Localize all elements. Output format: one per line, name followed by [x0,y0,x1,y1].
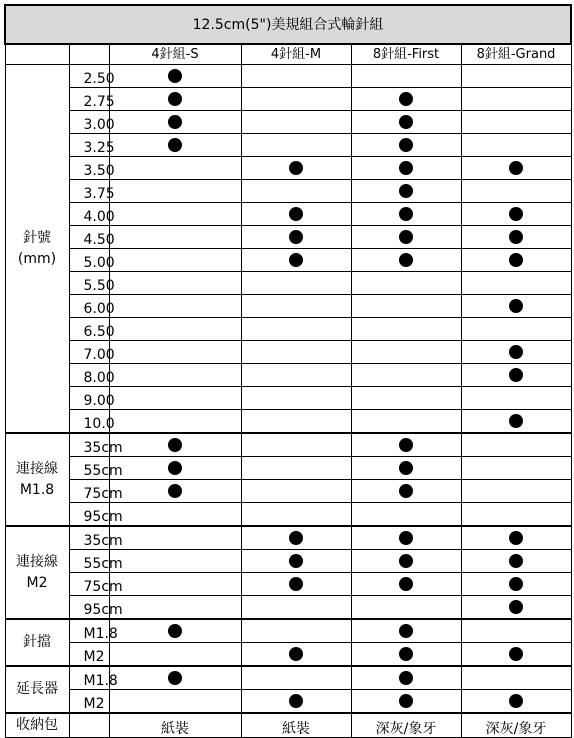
row-label: M1.8 [69,619,109,643]
mark-cell [109,364,241,387]
mark-cell [351,180,461,203]
table-row [5,249,571,272]
included-dot-icon [289,207,303,221]
included-dot-icon [399,694,413,708]
table-row [5,503,571,527]
mark-cell [461,666,571,690]
footer-label: 收納包 [5,713,69,738]
mark-cell [109,65,241,88]
included-dot-icon [399,531,413,545]
mark-cell [461,410,571,434]
mark-cell [351,88,461,111]
row-label: 3.25 [69,134,109,157]
included-dot-icon [399,577,413,591]
included-dot-icon [289,531,303,545]
mark-cell [109,295,241,318]
mark-cell [109,318,241,341]
mark-cell [241,65,351,88]
mark-cell [461,341,571,364]
mark-cell [241,690,351,714]
included-dot-icon [399,647,413,661]
mark-cell [241,226,351,249]
mark-cell [109,410,241,434]
included-dot-icon [168,624,182,638]
needle-set-table [4,4,572,738]
included-dot-icon [168,484,182,498]
mark-cell [351,387,461,410]
included-dot-icon [168,92,182,106]
mark-cell [241,88,351,111]
mark-cell [109,341,241,364]
group-label-line: M1.8 [19,481,55,498]
mark-cell [241,457,351,480]
row-label: 5.00 [69,249,109,272]
table-row [5,157,571,180]
mark-cell [351,318,461,341]
column-header-8grand: 8針組-Grand [461,44,571,65]
table-row [5,387,571,410]
group-label [5,666,69,713]
mark-cell [461,433,571,457]
table-row [5,341,571,364]
group-label [5,433,69,526]
mark-cell [241,410,351,434]
included-dot-icon [289,161,303,175]
mark-cell [109,203,241,226]
row-label: 10.0 [69,410,109,434]
column-header-4s: 4針組-S [109,44,241,65]
included-dot-icon [168,115,182,129]
included-dot-icon [399,554,413,568]
included-dot-icon [509,368,523,382]
included-dot-icon [399,461,413,475]
table-row [5,573,571,596]
mark-cell [241,666,351,690]
row-label: 55cm [69,550,109,573]
table-row [5,690,571,714]
included-dot-icon [399,161,413,175]
table-row [5,180,571,203]
mark-cell [461,387,571,410]
included-dot-icon [509,647,523,661]
table-row [5,111,571,134]
column-header-8first: 8針組-First [351,44,461,65]
included-dot-icon [399,624,413,638]
group-label-line: (mm) [17,250,57,267]
mark-cell [241,573,351,596]
included-dot-icon [289,694,303,708]
included-dot-icon [289,577,303,591]
mark-cell [351,249,461,272]
table-row [5,134,571,157]
mark-cell [109,157,241,180]
case-type-cell: 紙裝 [109,713,241,738]
included-dot-icon [168,461,182,475]
mark-cell [109,457,241,480]
mark-cell [241,341,351,364]
mark-cell [241,249,351,272]
row-label: 3.50 [69,157,109,180]
group-label-line: 連接線 [16,554,58,571]
mark-cell [241,203,351,226]
row-label: 55cm [69,457,109,480]
footer-blank [69,713,109,738]
mark-cell [461,480,571,503]
row-label: 2.75 [69,88,109,111]
mark-cell [351,643,461,667]
header-blank [5,44,69,65]
mark-cell [109,387,241,410]
row-label: 95cm [69,503,109,527]
included-dot-icon [509,230,523,244]
included-dot-icon [289,647,303,661]
mark-cell [351,550,461,573]
mark-cell [461,111,571,134]
mark-cell [109,503,241,527]
included-dot-icon [509,577,523,591]
mark-cell [109,643,241,667]
mark-cell [241,619,351,643]
table-title: 12.5cm(5")美規組合式輪針組 [5,5,571,44]
mark-cell [241,272,351,295]
included-dot-icon [289,554,303,568]
included-dot-icon [289,230,303,244]
mark-cell [109,272,241,295]
row-label: 75cm [69,480,109,503]
mark-cell [351,526,461,550]
case-type-cell: 深灰/象牙 [461,713,571,738]
case-type-cell: 紙裝 [241,713,351,738]
row-label: 3.00 [69,111,109,134]
mark-cell [351,134,461,157]
included-dot-icon [509,531,523,545]
footer-row [5,713,571,738]
mark-cell [109,550,241,573]
row-label: 95cm [69,596,109,620]
mark-cell [461,690,571,714]
row-label: 6.00 [69,295,109,318]
mark-cell [241,550,351,573]
group-label-line: 針擋 [23,634,51,651]
mark-cell [109,573,241,596]
row-label: 8.00 [69,364,109,387]
row-label: 3.75 [69,180,109,203]
mark-cell [109,180,241,203]
mark-cell [351,410,461,434]
included-dot-icon [399,92,413,106]
mark-cell [351,619,461,643]
mark-cell [241,295,351,318]
mark-cell [351,65,461,88]
row-label: M2 [69,690,109,714]
table-row [5,526,571,550]
included-dot-icon [399,253,413,267]
included-dot-icon [168,671,182,685]
group-label-line: M2 [26,574,48,591]
row-label: 4.00 [69,203,109,226]
table-row [5,643,571,667]
mark-cell [351,666,461,690]
included-dot-icon [509,414,523,428]
mark-cell [461,226,571,249]
mark-cell [461,596,571,620]
mark-cell [109,111,241,134]
row-label: 6.50 [69,318,109,341]
mark-cell [351,433,461,457]
group-label-line: 連接線 [16,461,58,478]
table-row [5,480,571,503]
included-dot-icon [509,253,523,267]
mark-cell [461,573,571,596]
row-label: 75cm [69,573,109,596]
mark-cell [461,88,571,111]
included-dot-icon [399,230,413,244]
mark-cell [241,318,351,341]
group-label [5,619,69,666]
included-dot-icon [509,600,523,614]
mark-cell [109,134,241,157]
mark-cell [241,433,351,457]
table-row [5,203,571,226]
mark-cell [461,550,571,573]
mark-cell [351,480,461,503]
row-label: M1.8 [69,666,109,690]
included-dot-icon [289,253,303,267]
included-dot-icon [509,345,523,359]
included-dot-icon [399,484,413,498]
column-header-row [5,44,571,65]
column-header-4m: 4針組-M [241,44,351,65]
table-row [5,65,571,88]
table-row [5,596,571,620]
mark-cell [461,619,571,643]
mark-cell [109,88,241,111]
mark-cell [351,272,461,295]
included-dot-icon [168,138,182,152]
mark-cell [351,596,461,620]
included-dot-icon [509,207,523,221]
mark-cell [109,526,241,550]
mark-cell [241,134,351,157]
mark-cell [241,157,351,180]
included-dot-icon [399,207,413,221]
table-body [5,65,571,738]
mark-cell [241,596,351,620]
included-dot-icon [509,299,523,313]
mark-cell [109,596,241,620]
table-row [5,88,571,111]
mark-cell [109,249,241,272]
group-label-line: 針號 [23,230,51,247]
included-dot-icon [168,438,182,452]
table-row [5,364,571,387]
mark-cell [461,295,571,318]
row-label: 7.00 [69,341,109,364]
mark-cell [109,690,241,714]
row-label: 9.00 [69,387,109,410]
mark-cell [461,318,571,341]
row-label: 35cm [69,526,109,550]
mark-cell [461,249,571,272]
mark-cell [461,65,571,88]
table-row [5,272,571,295]
row-label: M2 [69,643,109,667]
table-row [5,295,571,318]
mark-cell [461,180,571,203]
header-blank [69,44,109,65]
mark-cell [351,503,461,527]
mark-cell [241,643,351,667]
mark-cell [461,364,571,387]
included-dot-icon [509,554,523,568]
mark-cell [351,341,461,364]
mark-cell [351,203,461,226]
mark-cell [461,503,571,527]
mark-cell [241,503,351,527]
row-label: 5.50 [69,272,109,295]
mark-cell [241,180,351,203]
table-row [5,550,571,573]
mark-cell [351,226,461,249]
mark-cell [461,526,571,550]
included-dot-icon [509,694,523,708]
table-row [5,457,571,480]
group-label [5,65,69,434]
included-dot-icon [168,69,182,83]
included-dot-icon [509,161,523,175]
mark-cell [351,457,461,480]
mark-cell [461,203,571,226]
included-dot-icon [399,115,413,129]
mark-cell [461,643,571,667]
table-row [5,433,571,457]
mark-cell [351,295,461,318]
mark-cell [351,690,461,714]
mark-cell [109,666,241,690]
included-dot-icon [399,671,413,685]
mark-cell [461,134,571,157]
mark-cell [241,387,351,410]
mark-cell [461,157,571,180]
mark-cell [461,272,571,295]
mark-cell [351,111,461,134]
group-label [5,526,69,619]
row-label: 2.50 [69,65,109,88]
mark-cell [241,111,351,134]
mark-cell [241,364,351,387]
case-type-cell: 深灰/象牙 [351,713,461,738]
mark-cell [351,573,461,596]
mark-cell [241,526,351,550]
row-label: 35cm [69,433,109,457]
mark-cell [241,480,351,503]
included-dot-icon [399,184,413,198]
row-label: 4.50 [69,226,109,249]
table-row [5,226,571,249]
mark-cell [109,619,241,643]
group-label-line: 延長器 [16,681,58,698]
mark-cell [109,433,241,457]
mark-cell [109,480,241,503]
included-dot-icon [399,438,413,452]
table-row [5,410,571,434]
included-dot-icon [399,138,413,152]
mark-cell [351,157,461,180]
table-row [5,619,571,643]
table-row [5,666,571,690]
mark-cell [461,457,571,480]
mark-cell [351,364,461,387]
mark-cell [109,226,241,249]
table-row [5,318,571,341]
